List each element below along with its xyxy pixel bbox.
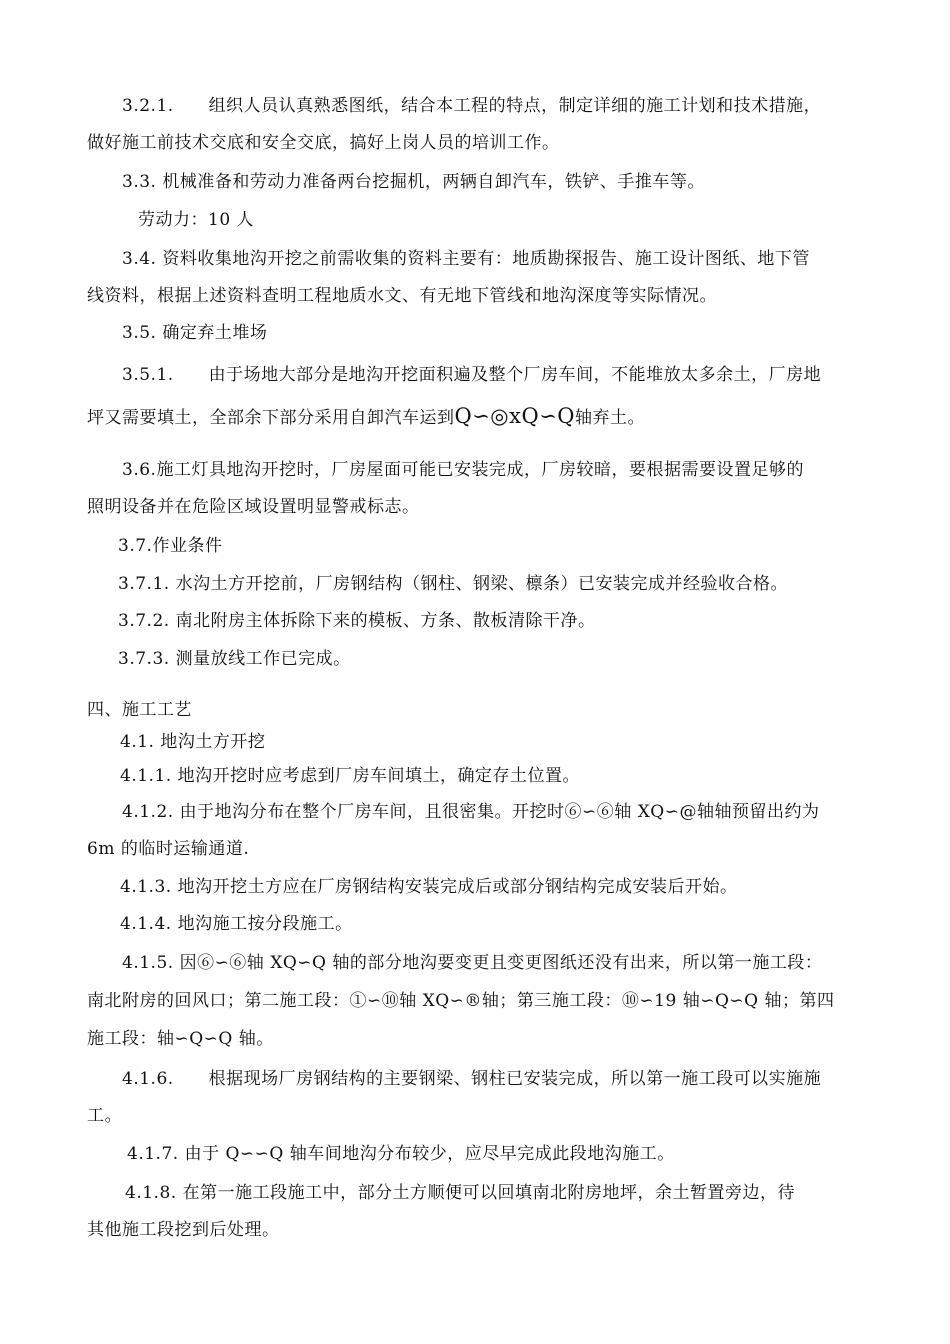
para-3-2-1-line-2: 做好施工前技术交底和安全交底，搞好上岗人员的培训工作。: [87, 133, 560, 153]
para-4-1-8-line-1: 4.1.8. 在第一施工段施工中，部分土方顺便可以回填南北附房地坪，余土暂置旁边，待: [125, 1183, 796, 1203]
axis-symbols: Q∽◎xQ∽Q: [454, 404, 576, 428]
para-4-1-7: 4.1.7. 由于 Q∽∽Q 轴车间地沟分布较少，应尽早完成此段地沟施工。: [127, 1144, 675, 1164]
para-3-5-1-text-b: 轴弃土。: [575, 408, 646, 428]
para-3-7-3: 3.7.3. 测量放线工作已完成。: [118, 649, 351, 669]
para-4-1-3: 4.1.3. 地沟开挖土方应在厂房钢结构安装完成后或部分钢结构完成安装后开始。: [120, 877, 738, 897]
para-4-1-2-line-1: 4.1.2. 由于地沟分布在整个厂房车间，且很密集。开挖时⑥∽⑥轴 XQ∽@轴轴预留出约为: [122, 802, 820, 822]
para-3-5-1-text-a: 坪又需要填土，全部余下部分采用自卸汽车运到: [87, 408, 455, 428]
para-3-4-line-1: 3.4. 资料收集地沟开挖之前需收集的资料主要有：地质勘探报告、施工设计图纸、地下管: [122, 249, 810, 269]
heading-4-1: 4.1. 地沟土方开挖: [120, 732, 266, 752]
para-3-7-2: 3.7.2. 南北附房主体拆除下来的模板、方条、散板清除干净。: [118, 611, 596, 631]
para-4-1-8-line-2: 其他施工段挖到后处理。: [87, 1220, 280, 1240]
section-heading-4: 四、施工工艺: [87, 700, 192, 720]
heading-3-5: 3.5. 确定弃土堆场: [122, 323, 268, 343]
para-3-6-line-1: 3.6.施工灯具地沟开挖时，厂房屋面可能已安装完成，厂房较暗，要根据需要设置足够的: [122, 460, 804, 480]
para-4-1-4: 4.1.4. 地沟施工按分段施工。: [120, 914, 353, 934]
para-3-7-1: 3.7.1. 水沟土方开挖前，厂房钢结构（钢柱、钢梁、檩条）已安装完成并经验收合格。: [118, 574, 789, 594]
para-4-1-6-line-2: 工。: [87, 1106, 122, 1126]
heading-3-7: 3.7.作业条件: [118, 536, 223, 556]
para-3-2-1-line-1: 3.2.1. 组织人员认真熟悉图纸，结合本工程的特点，制定详细的施工计划和技术措施，: [122, 96, 822, 116]
para-labor: 劳动力：10 人: [138, 210, 255, 230]
para-4-1-5-line-3: 施工段：轴∽Q∽Q 轴。: [87, 1029, 274, 1049]
para-4-1-1: 4.1.1. 地沟开挖时应考虑到厂房车间填土，确定存土位置。: [120, 766, 581, 786]
para-4-1-5-line-1: 4.1.5. 因⑥∽⑥轴 XQ∽Q 轴的部分地沟要变更且变更图纸还没有出来，所以第一施工段：: [122, 953, 823, 973]
para-3-5-1-line-1: 3.5.1. 由于场地大部分是地沟开挖面积遍及整个厂房车间，不能堆放太多余土，厂房地: [122, 365, 822, 385]
para-4-1-5-line-2: 南北附房的回风口；第二施工段：①∽⑩轴 XQ∽®轴；第三施工段：⑩∽19 轴∽Q∽Q 轴；第四: [87, 991, 835, 1011]
para-3-6-line-2: 照明设备并在危险区域设置明显警戒标志。: [87, 497, 420, 517]
para-3-5-1-line-2: [87, 398, 950, 437]
para-4-1-6-line-1: 4.1.6. 根据现场厂房钢结构的主要钢梁、钢柱已安装完成，所以第一施工段可以实施施: [122, 1069, 822, 1089]
para-3-4-line-2: 线资料，根据上述资料查明工程地质水文、有无地下管线和地沟深度等实际情况。: [87, 286, 717, 306]
para-4-1-2-line-2: 6m 的临时运输通道.: [87, 839, 250, 859]
para-3-3: 3.3. 机械准备和劳动力准备两台挖掘机，两辆自卸汽车，铁铲、手推车等。: [122, 172, 705, 192]
